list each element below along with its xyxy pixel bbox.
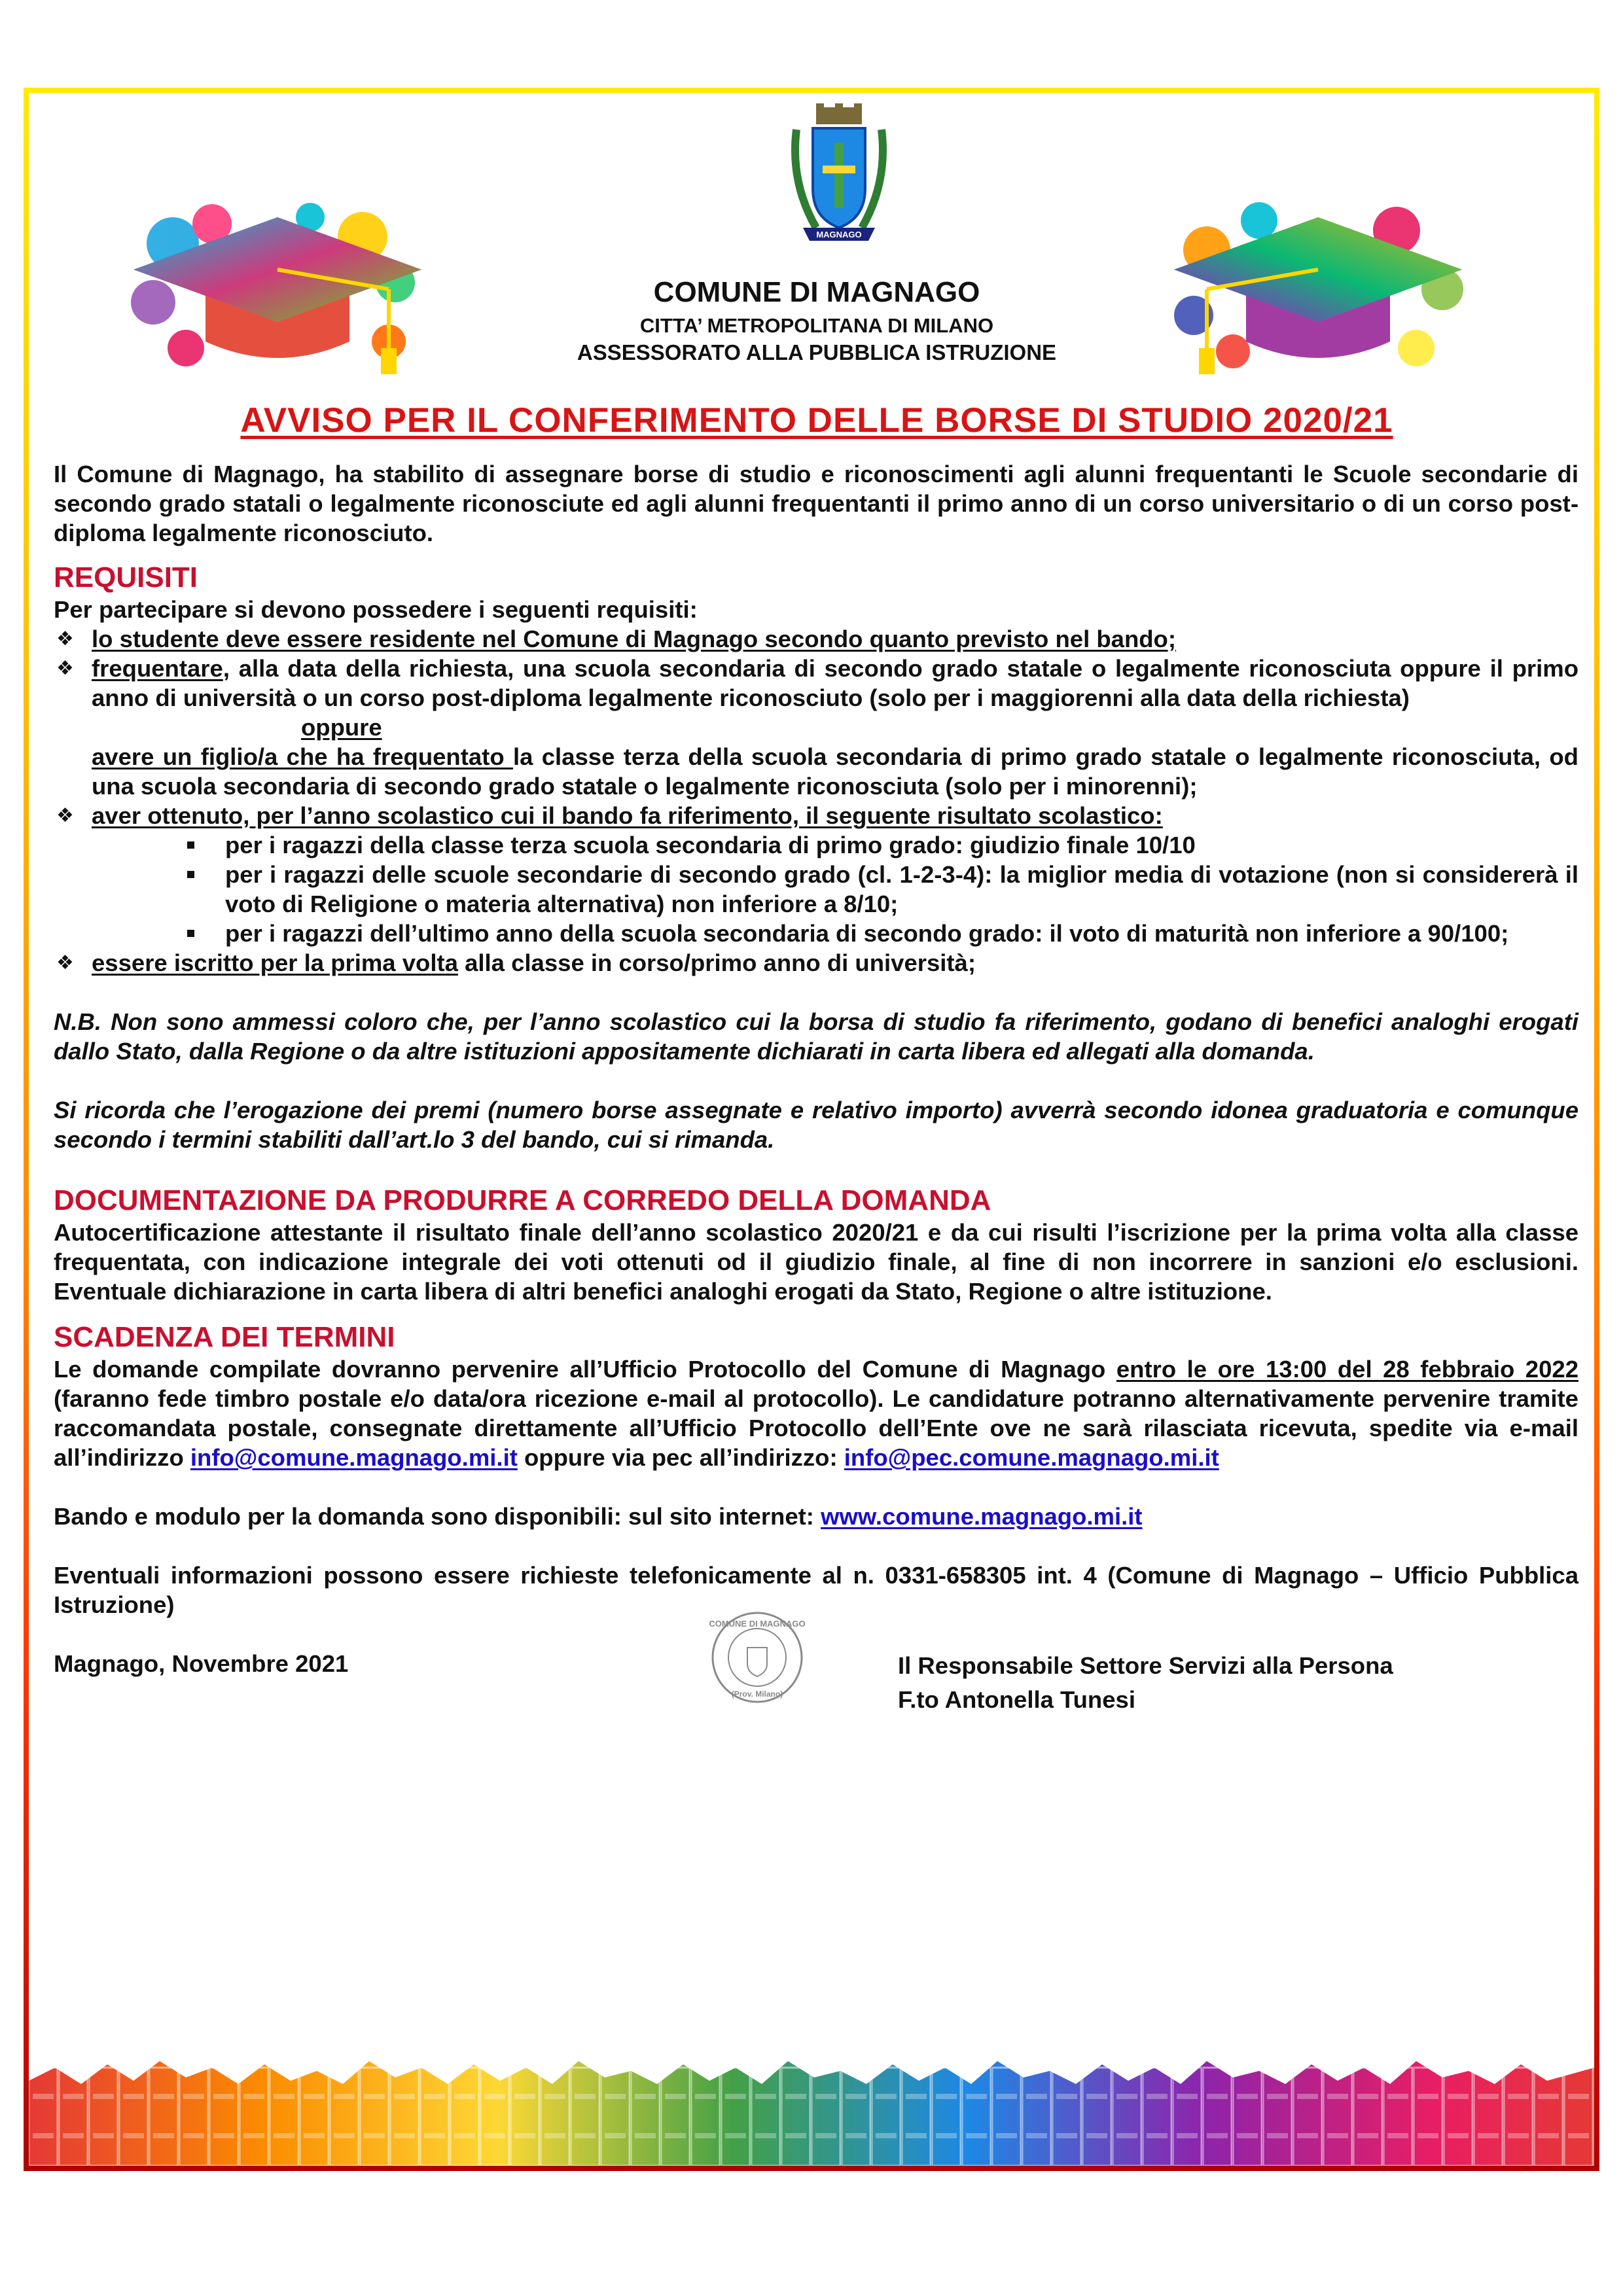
result-first-grade <box>185 830 1578 860</box>
square-bullet-icon <box>187 871 194 878</box>
pec-link[interactable]: info@pec.comune.magnago.mi.it <box>844 1444 1219 1471</box>
metro-city-name: CITTA’ METROPOLITANA DI MILANO <box>639 314 994 337</box>
requirement-residence-text: lo studente deve essere residente nel Comune di Magnago secondo quanto previsto nel bando; <box>92 626 1176 652</box>
requirement-attendance-keyword: frequentare <box>92 655 223 682</box>
requirement-enrollment-keyword: essere iscritto per la prima volta <box>92 949 458 976</box>
signature-block <box>898 1649 1393 1717</box>
documentazione-heading: DOCUMENTAZIONE DA PRODURRE A CORREDO DELLA DOMANDA <box>54 1184 991 1216</box>
documentazione-text: Autocertificazione attestante il risultato finale dell’anno scolastico 2020/21 e da cui risulti l’iscrizione per la prima volta alla classe frequentata, con indicazione integrale dei voti ottenuti od il giudizio finale, al fine di non incorrere in sanzioni e/o esclusioni. Eventuale dichiarazione in carta libera di altri benefici analoghi erogati da Stato, Regione o altre istituzione. <box>54 1219 1578 1305</box>
scadenza-text-a: Le domande compilate dovranno pervenire all’Ufficio Protocollo del Comune di Magnago <box>54 1356 1116 1383</box>
bando-text: Bando e modulo per la domanda sono disponibili: sul sito internet: <box>54 1503 821 1530</box>
place-date: Magnago, Novembre 2021 <box>54 1650 349 1677</box>
result-final-year-text: per i ragazzi dell’ultimo anno della scuola secondaria di secondo grado: il voto di maturità non inferiore a 90/100; <box>225 920 1509 947</box>
requirements-list <box>54 624 1578 978</box>
signer-name: F.to Antonella Tunesi <box>898 1686 1135 1713</box>
reminder-note: Si ricorda che l’erogazione dei premi (numero borse assegnate e relativo importo) avverrà secondo idonea graduatoria e comunque secondo i termini stabiliti dall’art.lo 3 del bando, cui si rimanda. <box>54 1097 1578 1153</box>
requirement-child-text: la classe terza della scuola secondaria di primo grado statale o legalmente riconosciuta, od una scuola secondaria di secondo grado statale o legalmente riconosciuta (solo per i minorenni); <box>92 743 1578 800</box>
requisiti-lead: Per partecipare si devono possedere i seguenti requisiti: <box>54 596 698 623</box>
seal-text: COMUNE DI MAGNAGO <box>709 1619 806 1629</box>
result-second-grade-text: per i ragazzi delle scuole secondarie di secondo grado (cl. 1-2-3-4): la miglior media di votazione (non si considererà il voto di Religione o materia alternativa) non inferiore a 8/10; <box>225 861 1578 917</box>
diamond-bullet-icon: ❖ <box>56 805 74 826</box>
diamond-bullet-icon: ❖ <box>56 628 74 650</box>
scadenza-text-c: oppure via pec all’indirizzo: <box>517 1444 844 1471</box>
diamond-bullet-icon: ❖ <box>56 658 74 679</box>
requirement-results <box>54 801 1578 948</box>
result-second-grade <box>185 860 1578 919</box>
municipal-crest-icon <box>777 103 901 260</box>
requirement-enrollment-text: alla classe in corso/primo anno di università; <box>457 949 976 976</box>
square-bullet-icon <box>187 930 194 937</box>
municipality-name: COMUNE DI MAGNAGO <box>653 276 980 308</box>
email-link[interactable]: info@comune.magnago.mi.it <box>190 1444 518 1471</box>
requisiti-heading: REQUISITI <box>54 561 198 593</box>
signature-row <box>54 1619 1578 1727</box>
official-seal-icon <box>708 1608 806 1706</box>
requirement-results-text: aver ottenuto, per l’anno scolastico cui il bando fa riferimento, il seguente risultato scolastico: <box>92 802 1163 829</box>
notice-body <box>54 459 1578 1727</box>
crest-ribbon-text: MAGNAGO <box>816 230 862 239</box>
results-sublist <box>92 830 1578 948</box>
info-paragraph: Eventuali informazioni possono essere richieste telefonicamente al n. 0331-658305 int. 4 (Comune di Magnago – Ufficio Pubblica Istruzione) <box>54 1562 1578 1618</box>
requirement-enrollment <box>54 948 1578 978</box>
diamond-bullet-icon: ❖ <box>56 952 74 974</box>
intro-paragraph: Il Comune di Magnago, ha stabilito di assegnare borse di studio e riconoscimenti agli alunni frequentanti le Scuole secondarie di secondo grado statali o legalmente riconosciute ed agli alunni frequentanti il primo anno di un corso universitario o di un corso post-diploma legalmente riconosciuto. <box>54 461 1578 546</box>
books-decoration <box>29 2055 1594 2166</box>
requirement-attendance-text: , alla data della richiesta, una scuola secondaria di secondo grado statale o legalmente riconosciuta oppure il primo anno di università o un corso post-diploma legalmente riconosciuto (solo per i maggiorenni alla data della richiesta) <box>92 655 1578 711</box>
requirement-residence <box>54 624 1578 654</box>
signer-role: Il Responsabile Settore Servizi alla Persona <box>898 1652 1393 1679</box>
result-first-grade-text: per i ragazzi della classe terza scuola secondaria di primo grado: giudizio finale 10/10 <box>225 832 1196 858</box>
scadenza-heading: SCADENZA DEI TERMINI <box>54 1321 395 1353</box>
requirement-child-keyword: avere un figlio/a che ha frequentato <box>92 743 513 770</box>
scadenza-text-b: (faranno fede timbro postale e/o data/ora ricezione e-mail al protocollo). Le candidature potranno alternativamente pervenire tramite raccomandata postale, consegnate direttamente all’Ufficio Protocollo dell’Ente ove ne sarà rilasciata ricevuta, spedite via e-mail all’indirizzo <box>54 1385 1578 1471</box>
bando-paragraph <box>54 1502 1578 1531</box>
website-link[interactable]: www.comune.magnago.mi.it <box>821 1503 1143 1530</box>
seal-subtext: (Prov. Milano) <box>731 1689 783 1699</box>
scadenza-paragraph <box>54 1354 1578 1472</box>
nb-note: N.B. Non sono ammessi coloro che, per l’anno scolastico cui la borsa di studio fa riferimento, godano di benefici analoghi erogati dallo Stato, dalla Regione o da altre istituzioni appositamente dichiarati in carta libera ed allegati alla domanda. <box>54 1008 1578 1065</box>
oppure-label: oppure <box>301 714 382 741</box>
requirement-attendance <box>54 654 1578 801</box>
notice-title: AVVISO PER IL CONFERIMENTO DELLE BORSE DI STUDIO 2020/21 <box>240 401 1393 440</box>
square-bullet-icon <box>187 841 194 849</box>
result-final-year <box>185 919 1578 948</box>
department-name: ASSESSORATO ALLA PUBBLICA ISTRUZIONE <box>577 340 1057 364</box>
deadline-text: entro le ore 13:00 del 28 febbraio 2022 <box>1116 1356 1578 1383</box>
notice-page <box>24 88 1599 2171</box>
